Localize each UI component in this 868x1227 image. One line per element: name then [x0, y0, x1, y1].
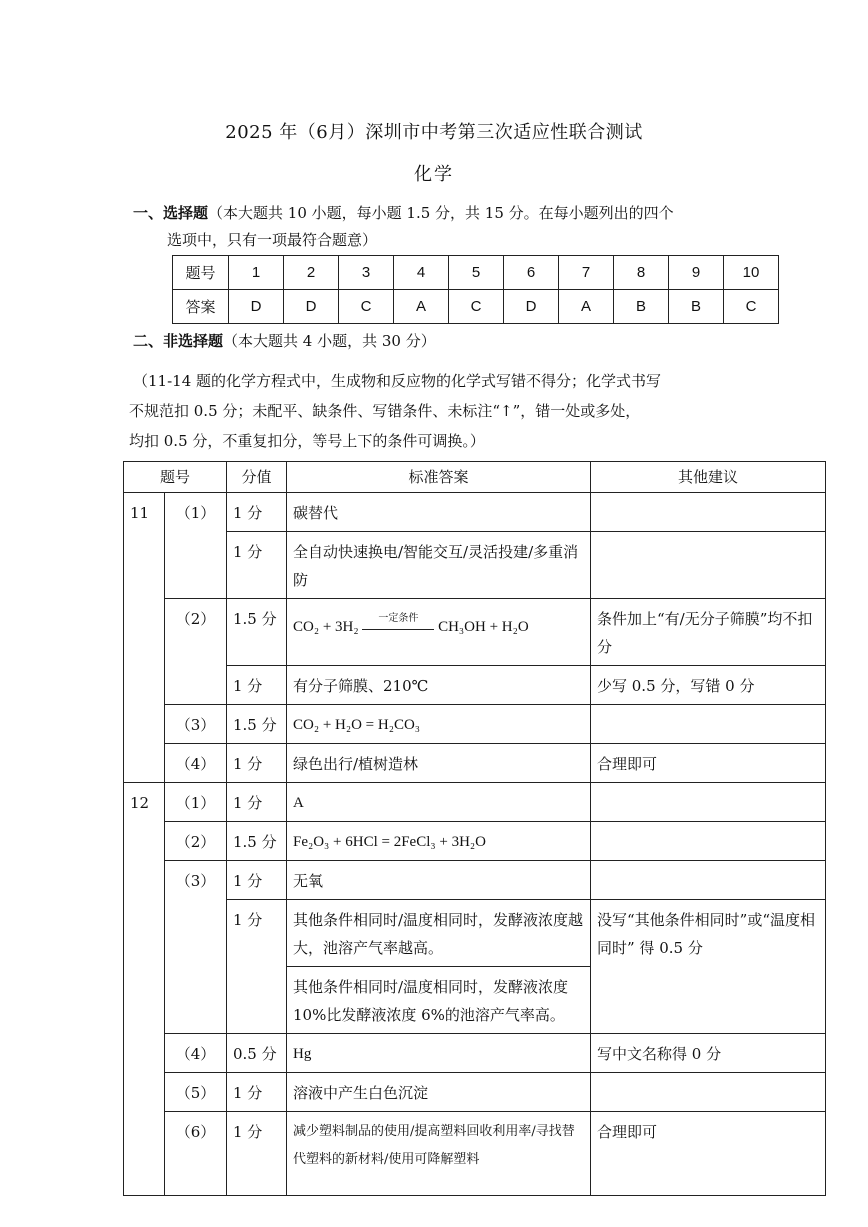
answer-equation-cell — [287, 599, 591, 666]
answer-cell: 碳替代 — [287, 493, 591, 532]
part-label: （4） — [165, 744, 227, 783]
part-label: （6） — [165, 1112, 227, 1196]
answer-cell: 其他条件相同时/温度相同时，发酵液浓度 10%比发酵液浓度 6%的池溶产气率高。 — [287, 967, 591, 1034]
header-question-number: 题号 — [124, 462, 227, 493]
header-score: 分值 — [227, 462, 287, 493]
answer-equation-cell: CO₂ + H₂O = H₂CO₃ — [287, 705, 591, 744]
section2-header — [133, 328, 436, 355]
score-cell: 1 分 — [227, 900, 287, 1034]
other-cell — [591, 705, 826, 744]
other-cell — [591, 493, 826, 532]
section1-desc-line2: 选项中，只有一项最符合题意） — [167, 231, 378, 249]
mc-number: 8 — [614, 256, 669, 290]
grading-note — [129, 366, 753, 456]
equation-condition: 一定条件 — [378, 613, 419, 624]
mc-row-label-answer: 答案 — [173, 290, 229, 324]
score-cell: 1.5 分 — [227, 705, 287, 744]
answer-cell: 减少塑料制品的使用/提高塑料回收利用率/寻找替代塑料的新材料/使用可降解塑料 — [287, 1112, 591, 1196]
mc-answer: B — [614, 290, 669, 324]
mc-answer-row — [173, 290, 779, 324]
subject-title: 化学 — [414, 164, 454, 185]
mc-number: 7 — [559, 256, 614, 290]
score-cell: 1 分 — [227, 1112, 287, 1196]
answer-table-header — [124, 462, 826, 493]
score-cell: 0.5 分 — [227, 1034, 287, 1073]
part-label: （3） — [165, 705, 227, 744]
table-row — [124, 1112, 826, 1196]
mc-number: 5 — [449, 256, 504, 290]
other-cell — [591, 783, 826, 822]
header-standard-answer: 标准答案 — [287, 462, 591, 493]
answer-cell: 全自动快速换电/智能交互/灵活投建/多重消防 — [287, 532, 591, 599]
table-row — [124, 1034, 826, 1073]
question-number-12: 12 — [124, 783, 165, 1196]
section2-heading: 二、非选择题 — [133, 332, 224, 350]
mc-answer: A — [559, 290, 614, 324]
other-cell: 写中文名称得 0 分 — [591, 1034, 826, 1073]
other-cell: 合理即可 — [591, 744, 826, 783]
section1-heading: 一、选择题 — [133, 204, 209, 222]
mc-answer: C — [339, 290, 394, 324]
score-cell: 1 分 — [227, 666, 287, 705]
equation-reactants: CO₂ + 3H₂ — [293, 619, 359, 635]
other-cell: 合理即可 — [591, 1112, 826, 1196]
mc-answer: D — [284, 290, 339, 324]
header-other-suggestions: 其他建议 — [591, 462, 826, 493]
score-cell: 1 分 — [227, 532, 287, 599]
mc-row-label-number: 题号 — [173, 256, 229, 290]
other-cell — [591, 861, 826, 900]
answer-cell: 有分子筛膜、210℃ — [287, 666, 591, 705]
mc-number: 4 — [394, 256, 449, 290]
mc-number-row — [173, 256, 779, 290]
mc-answer: C — [449, 290, 504, 324]
answer-cell: Hg — [287, 1034, 591, 1073]
other-cell: 条件加上“有/无分子筛膜”均不扣分 — [591, 599, 826, 666]
answer-cell: 溶液中产生白色沉淀 — [287, 1073, 591, 1112]
score-cell: 1.5 分 — [227, 599, 287, 666]
part-label: （1） — [165, 783, 227, 822]
grading-note-line3: 均扣 0.5 分，不重复扣分，等号上下的条件可调换。） — [129, 432, 485, 450]
answer-cell: 其他条件相同时/温度相同时，发酵液浓度越大，池溶产气率越高。 — [287, 900, 591, 967]
other-cell: 少写 0.5 分，写错 0 分 — [591, 666, 826, 705]
part-label: （2） — [165, 599, 227, 705]
score-cell: 1.5 分 — [227, 822, 287, 861]
table-row — [124, 783, 826, 822]
table-row — [124, 900, 826, 967]
answer-equation-cell: Fe₂O₃ + 6HCl = 2FeCl₃ + 3H₂O — [287, 822, 591, 861]
multiple-choice-answer-table — [172, 255, 779, 324]
table-row — [124, 705, 826, 744]
table-row — [124, 599, 826, 666]
mc-answer: D — [504, 290, 559, 324]
document-title: 2025 年（6月）深圳市中考第三次适应性联合测试 — [225, 122, 643, 143]
table-row — [124, 861, 826, 900]
section1-header — [133, 200, 773, 254]
part-label: （5） — [165, 1073, 227, 1112]
grading-note-line2: 不规范扣 0.5 分；未配平、缺条件、写错条件、未标注“↑”，错一处或多处， — [129, 402, 641, 420]
question-number-11: 11 — [124, 493, 165, 783]
answer-key-table — [123, 461, 826, 1196]
table-row — [124, 744, 826, 783]
other-cell — [591, 532, 826, 599]
score-cell: 1 分 — [227, 493, 287, 532]
mc-number: 6 — [504, 256, 559, 290]
mc-answer: B — [669, 290, 724, 324]
mc-answer: A — [394, 290, 449, 324]
mc-answer: C — [724, 290, 779, 324]
other-cell: 没写“其他条件相同时”或“温度相同时” 得 0.5 分 — [591, 900, 826, 1034]
table-row — [124, 1073, 826, 1112]
answer-cell: A — [287, 783, 591, 822]
grading-note-line1: （11-14 题的化学方程式中，生成物和反应物的化学式写错不得分；化学式书写 — [133, 372, 662, 390]
equation-condition-arrow — [362, 613, 434, 631]
mc-number: 10 — [724, 256, 779, 290]
answer-cell: 无氧 — [287, 861, 591, 900]
mc-number: 2 — [284, 256, 339, 290]
mc-number: 3 — [339, 256, 394, 290]
part-label: （4） — [165, 1034, 227, 1073]
section1-desc-line1: （本大题共 10 小题，每小题 1.5 分，共 15 分。在每小题列出的四个 — [208, 204, 674, 222]
mc-number: 1 — [229, 256, 284, 290]
mc-number: 9 — [669, 256, 724, 290]
score-cell: 1 分 — [227, 861, 287, 900]
table-row — [124, 822, 826, 861]
score-cell: 1 分 — [227, 744, 287, 783]
table-row — [124, 493, 826, 532]
part-label: （3） — [165, 861, 227, 1034]
table-row — [124, 666, 826, 705]
other-cell — [591, 1073, 826, 1112]
score-cell: 1 分 — [227, 783, 287, 822]
other-cell — [591, 822, 826, 861]
answer-cell: 绿色出行/植树造林 — [287, 744, 591, 783]
part-label: （1） — [165, 493, 227, 599]
score-cell: 1 分 — [227, 1073, 287, 1112]
mc-answer: D — [229, 290, 284, 324]
part-label: （2） — [165, 822, 227, 861]
equation-products: CH₃OH + H₂O — [438, 619, 529, 635]
table-row — [124, 532, 826, 599]
section2-desc: （本大题共 4 小题，共 30 分） — [223, 332, 436, 350]
